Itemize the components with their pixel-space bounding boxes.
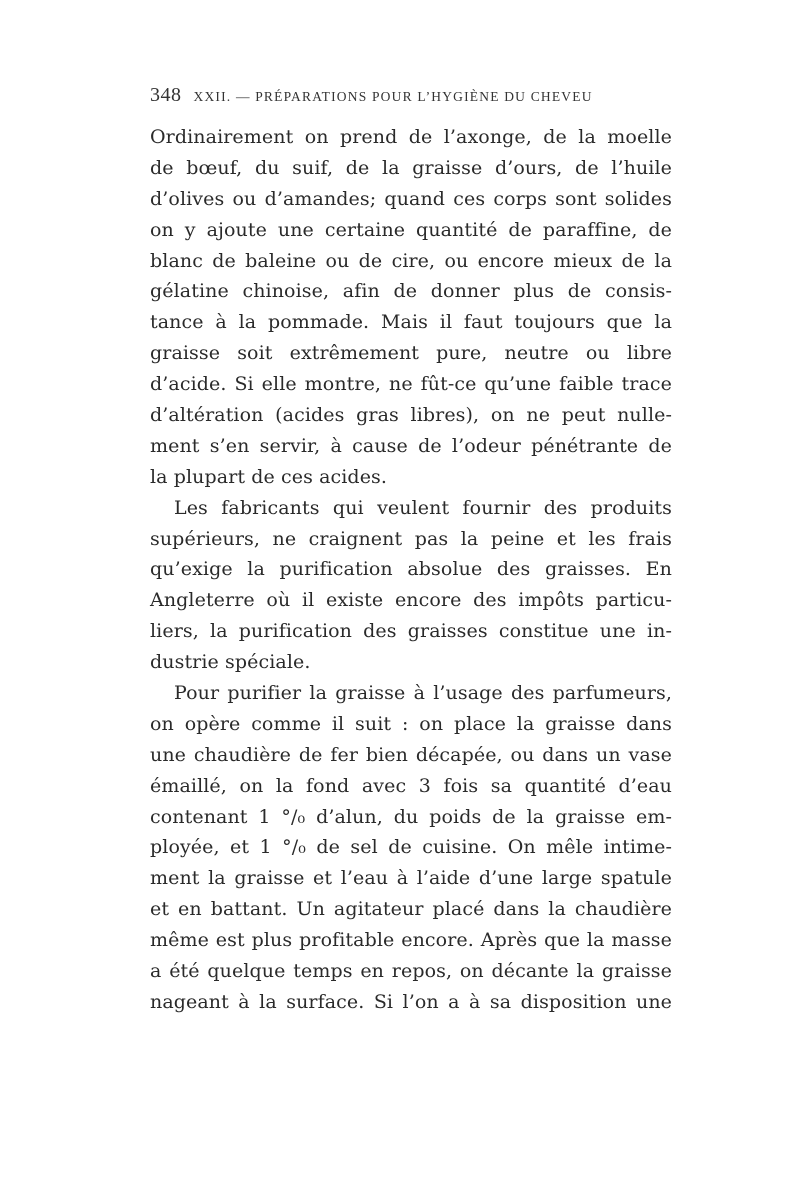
text-line: blanc de baleine ou de cire, ou encore mieux de la [150, 249, 672, 272]
text-line: a été quelque temps en repos, on décante la graisse [150, 960, 672, 983]
body-text [150, 122, 672, 1018]
text-line: et en battant. Un agitateur placé dans la chaudière [150, 898, 672, 921]
text-line: tance à la pommade. Mais il faut toujours que la [150, 311, 672, 334]
text-line: nageant à la surface. Si l’on a à sa disposition une [150, 990, 672, 1013]
text-line: supérieurs, ne craignent pas la peine et les frais [150, 527, 672, 550]
paragraph-1 [150, 122, 672, 493]
text-line: ment la graisse et l’eau à l’aide d’une large spatule [150, 867, 672, 890]
chapter-title: XXII. — PRÉPARATIONS POUR L’HYGIÈNE DU CHEVEU [193, 89, 593, 104]
text-line: ment s’en servir, à cause de l’odeur pénétrante de [150, 434, 672, 457]
text-line: Ordinairement on prend de l’axonge, de la moelle [150, 126, 672, 148]
text-line: on y ajoute une certaine quantité de paraffine, de [150, 218, 672, 241]
text-line: on opère comme il suit : on place la graisse dans [150, 712, 672, 735]
text-line: graisse soit extrêmement pure, neutre ou libre [150, 342, 672, 365]
text-line: d’acide. Si elle montre, ne fût-ce qu’une faible trace [150, 373, 672, 396]
text-line: de bœuf, du suif, de la graisse d’ours, de l’huile [150, 156, 672, 179]
text-line: Angleterre où il existe encore des impôts particu- [150, 589, 672, 612]
text-line: Les fabricants qui veulent fournir des produits [174, 496, 672, 519]
text-line: même est plus profitable encore. Après que la masse [150, 929, 672, 952]
paragraph-2 [150, 493, 672, 678]
text-line: la plupart de ces acides. [150, 465, 388, 488]
text-line: liers, la purification des graisses constitue une in- [150, 620, 672, 643]
text-line: une chaudière de fer bien décapée, ou dans un vase [150, 743, 672, 766]
text-line: ployée, et 1 °/₀ de sel de cuisine. On mêle intime- [150, 836, 672, 859]
running-head [150, 84, 670, 107]
page-number: 348 [150, 84, 182, 106]
text-line: contenant 1 °/₀ d’alun, du poids de la graisse em- [150, 805, 672, 828]
paragraph-3 [150, 678, 672, 1018]
text-line: d’altération (acides gras libres), on ne peut nulle- [150, 404, 672, 427]
text-line: d’olives ou d’amandes; quand ces corps sont solides [150, 187, 672, 210]
text-line: émaillé, on la fond avec 3 fois sa quantité d’eau [150, 774, 672, 797]
text-line: qu’exige la purification absolue des graisses. En [150, 558, 672, 581]
text-line: gélatine chinoise, afin de donner plus de consis- [150, 280, 672, 303]
text-line: Pour purifier la graisse à l’usage des parfumeurs, [174, 682, 672, 705]
text-line: dustrie spéciale. [150, 651, 311, 674]
